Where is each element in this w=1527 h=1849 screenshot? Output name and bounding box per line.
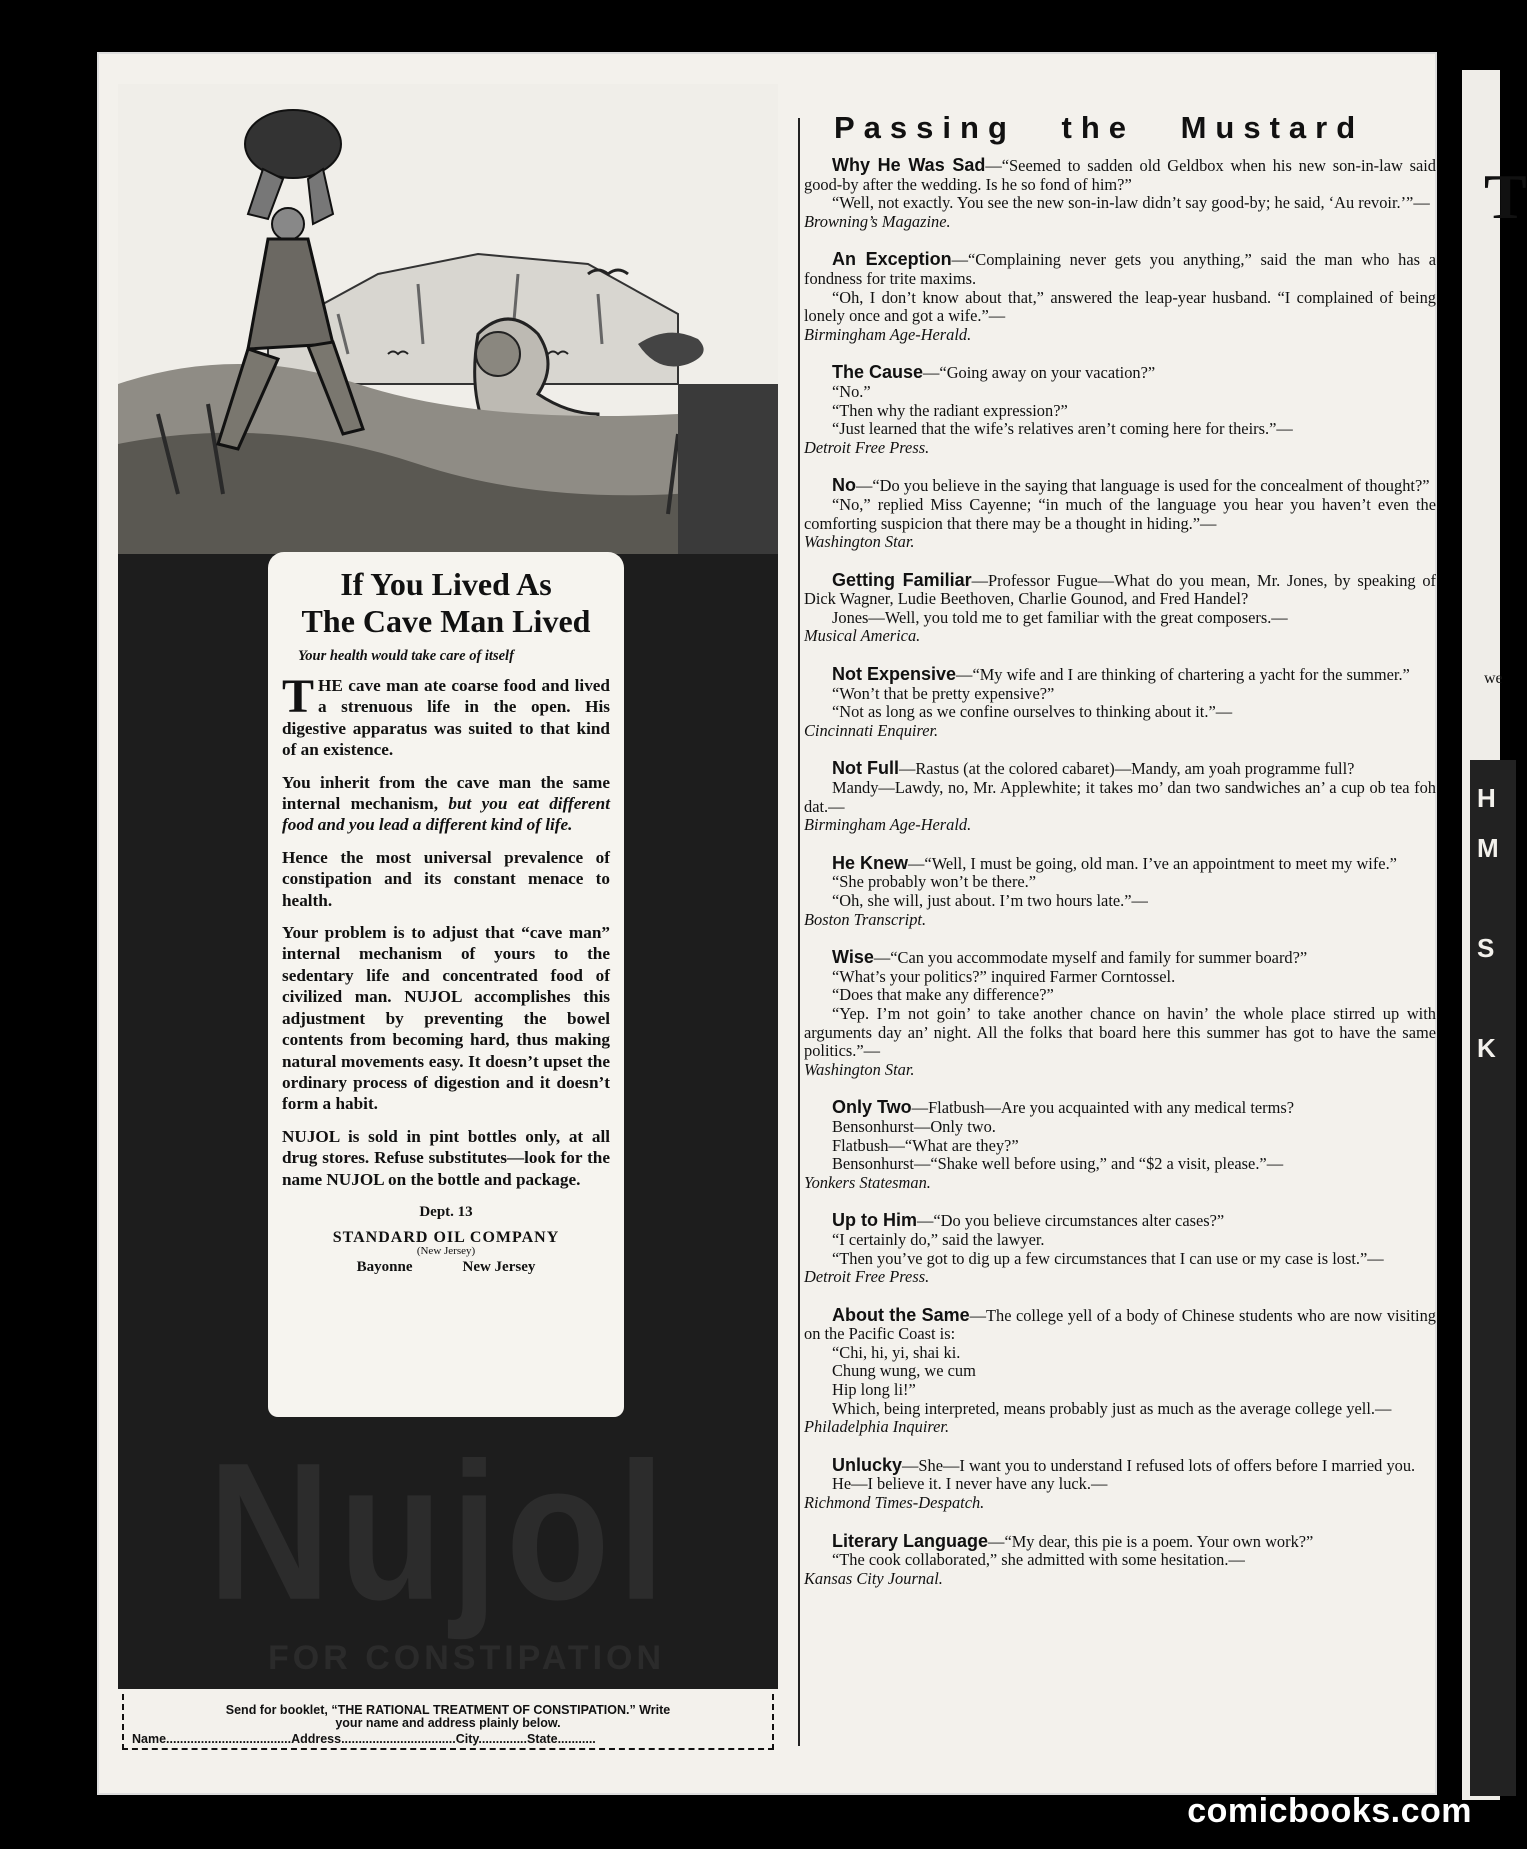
column-title: Passing the Mustard bbox=[834, 110, 1365, 145]
humor-column bbox=[804, 110, 1436, 1607]
ad-city: Bayonne bbox=[356, 1258, 413, 1275]
joke-item bbox=[804, 1456, 1436, 1513]
ad-paragraph-4: Your problem is to adjust that “cave man” internal mechanism of yours to the sedentary life and concentrated food of civilized man. NUJOL accomplishes this adjustment by preventing the bowel contents from becoming hard, thus making natural movements easy. It doesn’t upset the ordinary process of digestion and it doesn’t form a habit. bbox=[282, 923, 610, 1114]
joke-source: Cincinnati Enquirer. bbox=[804, 720, 939, 740]
ad-headline-line2: The Cave Man Lived bbox=[301, 603, 591, 639]
joke-title: Only Two bbox=[832, 1097, 912, 1118]
column-divider bbox=[798, 118, 800, 1746]
joke-source: Birmingham Age-Herald. bbox=[804, 815, 972, 835]
joke-line: He—I believe it. I never have any luck.— bbox=[832, 1474, 1108, 1494]
adjacent-box-letter: K bbox=[1477, 1033, 1496, 1063]
ad-address bbox=[282, 1259, 610, 1276]
joke-source: Philadelphia Inquirer. bbox=[804, 1417, 950, 1437]
joke-line: “She probably won’t be there.” bbox=[832, 872, 1037, 892]
joke-line: Hip long li!” bbox=[832, 1380, 916, 1400]
joke-item bbox=[804, 1098, 1436, 1192]
joke-line: —Rastus (at the colored cabaret)—Mandy, am yoah programme full? bbox=[898, 759, 1355, 779]
joke-line: “Just learned that the wife’s relatives aren’t coming here for theirs.”— bbox=[832, 419, 1293, 439]
cave-man-illustration-svg bbox=[118, 84, 778, 554]
joke-title: Wise bbox=[832, 947, 874, 968]
joke-line: “Not as long as we confine ourselves to thinking about it.”— bbox=[832, 702, 1233, 722]
drop-cap: T bbox=[282, 670, 315, 723]
joke-source: Detroit Free Press. bbox=[804, 437, 930, 457]
joke-item bbox=[804, 854, 1436, 929]
joke-source: Kansas City Journal. bbox=[804, 1568, 943, 1588]
ad-company: STANDARD OIL COMPANY bbox=[332, 1228, 560, 1246]
joke-item bbox=[804, 1306, 1436, 1437]
joke-title: Not Full bbox=[832, 758, 899, 779]
joke-line: “No,” replied Miss Cayenne; “in much of the language you hear you haven’t even the comforting suspicion that there may be a thought in hiding.”— bbox=[804, 494, 1436, 533]
joke-line: “No.” bbox=[832, 381, 871, 401]
nujol-advertisement bbox=[118, 84, 778, 1689]
coupon-line-1: Send for booklet, “THE RATIONAL TREATMENT OF CONSTIPATION.” Write bbox=[225, 1703, 671, 1717]
joke-line: Jones—Well, you told me to get familiar with the great composers.— bbox=[832, 607, 1288, 627]
joke-item bbox=[804, 1211, 1436, 1286]
joke-title: Unlucky bbox=[832, 1454, 903, 1475]
joke-item bbox=[804, 156, 1436, 231]
ad-company-state: (New Jersey) bbox=[416, 1244, 476, 1257]
joke-line: “Does that make any difference?” bbox=[832, 985, 1054, 1005]
adjacent-page-ad-box bbox=[1470, 760, 1516, 1796]
ad-state: New Jersey bbox=[462, 1258, 536, 1275]
joke-line: —“Do you believe in the saying that language is used for the concealment of thought?” bbox=[856, 476, 1430, 496]
joke-line: —“Do you believe circumstances alter cases?” bbox=[917, 1211, 1225, 1231]
joke-line: “Well, not exactly. You see the new son-in-law didn’t say good-by; he said, ‘Au revoir.’”— bbox=[832, 193, 1430, 213]
ad-paragraph-1 bbox=[282, 670, 610, 761]
joke-item bbox=[804, 948, 1436, 1079]
joke-title: Why He Was Sad bbox=[832, 155, 986, 175]
joke-title: Literary Language bbox=[832, 1530, 989, 1551]
cave-man-illustration bbox=[118, 84, 778, 554]
ad-subhead: Your health would take care of itself bbox=[298, 648, 514, 664]
adjacent-page-letter: T bbox=[1484, 161, 1527, 232]
adjacent-box-letter: S bbox=[1477, 933, 1495, 963]
joke-source: Browning’s Magazine. bbox=[804, 211, 951, 231]
joke-item bbox=[804, 476, 1436, 551]
site-watermark: comicbooks.com bbox=[1187, 1792, 1472, 1830]
ad-paragraph-3: Hence the most universal prevalence of constipation and its constant menace to health. bbox=[282, 847, 610, 910]
adjacent-page-word: we bbox=[1484, 670, 1503, 687]
joke-line: Mandy—Lawdy, no, Mr. Applewhite; it takes mo’ dan two sandwiches an’ a cup ob tea foh dat.— bbox=[804, 778, 1436, 816]
joke-line: —“My dear, this pie is a poem. Your own work?” bbox=[988, 1531, 1314, 1551]
joke-line: —“Going away on your vacation?” bbox=[923, 363, 1156, 383]
ad-paragraph-1-text: HE cave man ate coarse food and lived a strenuous life in the open. His digestive apparatus was suited to that kind of an existence. bbox=[282, 676, 610, 760]
joke-title: He Knew bbox=[832, 852, 909, 873]
joke-line: —Flatbush—Are you acquainted with any medical terms? bbox=[911, 1098, 1295, 1118]
joke-line: “I certainly do,” said the lawyer. bbox=[832, 1229, 1045, 1249]
joke-list bbox=[804, 156, 1436, 1588]
nujol-logo-ghost: Nujol bbox=[208, 1422, 673, 1642]
ad-headline bbox=[282, 566, 610, 640]
joke-line: —Professor Fugue—What do you mean, Mr. Jones, by speaking of Dick Wagner, Ludie Beethoven, Charlie Gounod, and Fred Handel? bbox=[804, 570, 1436, 609]
joke-source: Washington Star. bbox=[804, 1059, 915, 1079]
joke-item bbox=[804, 250, 1436, 344]
joke-line: —“Well, I must be going, old man. I’ve an appointment to meet my wife.” bbox=[908, 853, 1397, 873]
joke-line: Bensonhurst—Only two. bbox=[832, 1116, 996, 1136]
joke-line: “The cook collaborated,” she admitted with some hesitation.— bbox=[832, 1550, 1245, 1570]
ad-paragraph-2-plain: You inherit from the cave man the same internal mechanism, bbox=[282, 772, 610, 814]
adjacent-box-letter: H bbox=[1477, 783, 1496, 813]
joke-source: Boston Transcript. bbox=[804, 909, 927, 929]
ad-dept: Dept. 13 bbox=[419, 1203, 473, 1220]
joke-line: “Won’t that be pretty expensive?” bbox=[832, 683, 1055, 703]
coupon-line-2: your name and address plainly below. bbox=[335, 1716, 561, 1730]
joke-line: Bensonhurst—“Shake well before using,” and “$2 a visit, please.”— bbox=[832, 1154, 1284, 1174]
joke-item bbox=[804, 363, 1436, 457]
joke-line: —“Seemed to sadden old Geldbox when his new son-in-law said good-by after the wedding. Is he so fond of him?” bbox=[804, 156, 1436, 194]
joke-title: The Cause bbox=[832, 362, 924, 383]
joke-item bbox=[804, 571, 1436, 646]
joke-title: Getting Familiar bbox=[832, 569, 972, 590]
ad-paragraph-2-italic: but you eat different food and you lead a different kind of life. bbox=[282, 794, 611, 835]
joke-line: “Then you’ve got to dig up a few circumstances that I can use or my case is lost.”— bbox=[832, 1248, 1384, 1268]
joke-line: “Chi, hi, yi, shai ki. bbox=[832, 1342, 961, 1362]
joke-source: Detroit Free Press. bbox=[804, 1267, 930, 1287]
joke-line: “Yep. I’m not goin’ to take another chance on havin’ the whole place stirred up with arguments day an’ night. All the folks that board here this summer has got to have the same politics.”— bbox=[804, 1003, 1436, 1061]
joke-line: “Then why the radiant expression?” bbox=[832, 400, 1068, 420]
joke-title: About the Same bbox=[832, 1304, 970, 1325]
joke-line: Which, being interpreted, means probably just as much as the average college yell.— bbox=[832, 1398, 1392, 1418]
joke-line: —“Can you accommodate myself and family for summer board?” bbox=[873, 948, 1308, 968]
ad-paragraph-2 bbox=[282, 772, 610, 836]
ad-paragraph-5: NUJOL is sold in pint bottles only, at all drug stores. Refuse substitutes—look for the name NUJOL on the bottle and package. bbox=[282, 1126, 610, 1189]
booklet-coupon bbox=[122, 1694, 774, 1750]
joke-line: Flatbush—“What are they?” bbox=[832, 1135, 1019, 1155]
ad-headline-line1: If You Lived As bbox=[340, 566, 552, 602]
joke-line: —“My wife and I are thinking of chartering a yacht for the summer.” bbox=[956, 665, 1410, 685]
joke-title: No bbox=[832, 475, 856, 496]
joke-item bbox=[804, 759, 1436, 834]
coupon-instructions bbox=[124, 1704, 772, 1730]
joke-line: —The college yell of a body of Chinese students who are now visiting on the Pacific Coast is: bbox=[804, 1305, 1436, 1344]
joke-item bbox=[804, 1532, 1436, 1589]
joke-item bbox=[804, 665, 1436, 740]
adjacent-box-letter: M bbox=[1477, 833, 1499, 863]
joke-line: “Oh, she will, just about. I’m two hours late.”— bbox=[832, 891, 1148, 910]
coupon-fields: Name....................................Address.................................City..............State........... bbox=[132, 1732, 596, 1746]
joke-source: Birmingham Age-Herald. bbox=[804, 324, 972, 344]
joke-line: Chung wung, we cum bbox=[832, 1361, 976, 1381]
joke-source: Washington Star. bbox=[804, 532, 915, 552]
adjacent-page-edge bbox=[1462, 70, 1527, 1800]
joke-source: Yonkers Statesman. bbox=[804, 1172, 931, 1192]
joke-line: —She—I want you to understand I refused lots of offers before I married you. bbox=[902, 1455, 1416, 1475]
ad-copy-card bbox=[268, 552, 624, 1417]
joke-title: Up to Him bbox=[832, 1210, 917, 1231]
joke-line: “What’s your politics?” inquired Farmer Corntossel. bbox=[832, 966, 1176, 986]
joke-source: Musical America. bbox=[804, 626, 921, 646]
joke-line: —“Complaining never gets you anything,” said the man who has a fondness for trite maxims. bbox=[804, 250, 1437, 288]
joke-line: “Oh, I don’t know about that,” answered the leap-year husband. “I complained of being lonely once and got a wife.”— bbox=[804, 287, 1436, 326]
joke-title: An Exception bbox=[832, 249, 952, 270]
joke-source: Richmond Times-Despatch. bbox=[804, 1493, 985, 1513]
joke-title: Not Expensive bbox=[832, 664, 957, 685]
nujol-logo-subtitle: FOR CONSTIPATION bbox=[268, 1639, 666, 1677]
